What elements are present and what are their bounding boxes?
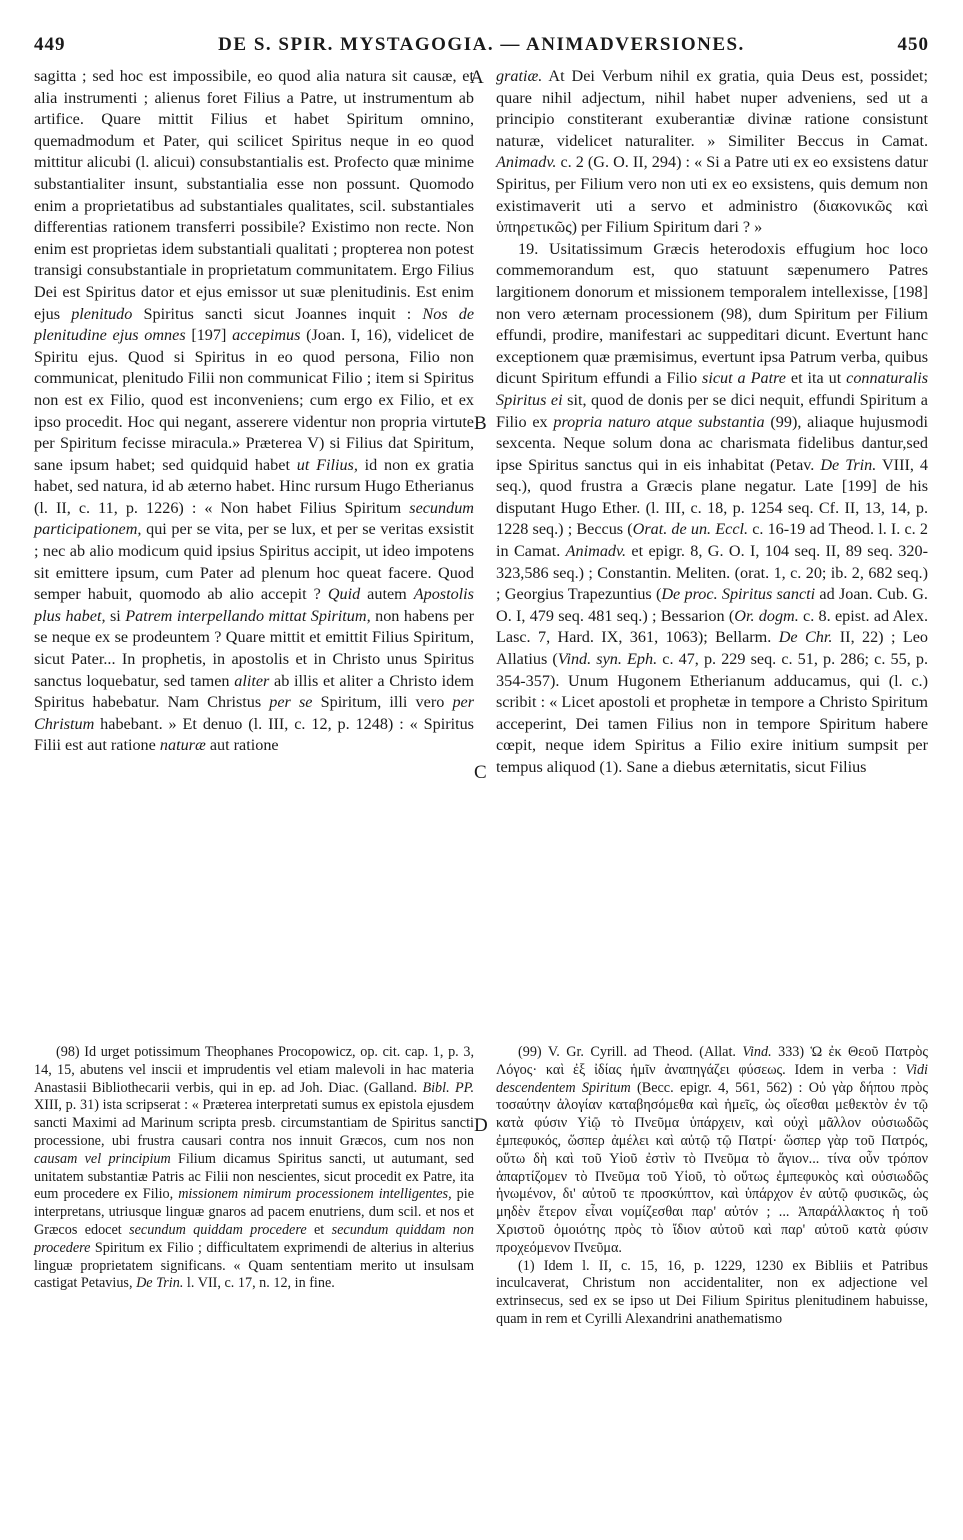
main-text-right-column — [496, 66, 928, 779]
paragraph: gratiæ. At Dei Verbum nihil ex gratia, quia Deus est, possidet; quare nihil adjectum, nihil habet nuper adveniens, sed ut a principio constiterant exuberantiæ divinæ ratione consistunt naturæ, videlicet naturaliter. » Similiter Beccus in Camat. Animadv. c. 2 (G. O. II, 294) : « Si a Patre uti ex eo exsistens datur Spiritus, per Filium vero non uti ex eo exsistens, quis demum non existimaverit uti a servo et administro (διακονικῶς καὶ ὑπηρετικῶς) per Filium Spiritum dari ? » — [496, 67, 928, 237]
page-number-right: 450 — [897, 34, 929, 55]
footnotes-right-column — [496, 1044, 928, 1329]
paragraph: 19. Usitatissimum Græcis heterodoxis effugium hoc loco commemorandum est, quo statuunt sæpenumero Patres largitionem donorum et missionem temporalem intellexisse, [198] non vero æternam processionem (98), dum Spiritum per Filium effundi, prodire, manifestari ac suppeditari dicunt. Evertunt hanc exceptionem quæ præmisimus, evertunt ipsa Patrum verba, quibus dicunt Spiritum effundi a Filio sicut a Patre et ita ut connaturalis Spiritus ei sit, quod de donis per se dici nequit, effundi Spiritum a Filio ex propria naturo atque substantia (99), aliaque hujusmodi sexcenta. Neque solum dona ac charismata fidelibus dantur,sed ipse Spiritus sanctus qui in eis inhabitat (Petav. De Trin. VIII, 4 seq.), quod frustra a Græcis plane negatur. Late [199] de his disputant Hugo Ether. (l. III, c. 18, p. 1254 seq. Cf. II, 13, 14, p. 1228 seq.) ; Beccus (Orat. de un. Eccl. c. 16-19 ad Theod. l. I. c. 2 in Camat. Animadv. et epigr. 8, G. O. I, 104 seq. II, 89 seq. 320-323,586 seq.) ; Constantin. Meliten. (orat. 1, c. 20; ib. 2, 682 seq.) ; Georgius Trapezuntius (De proc. Spiritus sancti ad Joan. Cub. G. O. I, 479 seq. 481 seq.) ; Bessarion (Or. dogm. c. 8. epist. ad Alex. Lasc. 7, Hard. IX, 361, 1063); Bellarm. De Chr. II, 22) ; Leo Allatius (Vind. syn. Eph. c. 47, p. 229 seq. c. 51, p. 286; c. 55, p. 354-357). Unum Hugonem Etherianum adducamus, qui (l. c.) scribit : « Licet apostoli et prophetæ in tempore a Christo Spiritum acceperint, Dei tamen Filius non in tempore Spiritum habere cœpit, neque idem Spiritus a Filio exire initium sumpsit per tempus aliquod (1). Sane a diebus æternitatis, sicut Filius — [496, 239, 929, 776]
footnote-1: (1) Idem l. II, c. 15, 16, p. 1229, 1230 ex Bibliis et Patribus inculcaverat, Christum non accidentaliter, non ex adjectione vel extrinsecus, sed ex se ipso ut Dei Filium Spiritus plenitudinem habuisse, quam in rem et Cyrilli Alexandrini anathematismo — [496, 1257, 928, 1327]
running-header — [34, 34, 929, 64]
footnote-99: (99) V. Gr. Cyrill. ad Theod. (Allat. Vind. 333) Ὡ ἐκ Θεοῦ Πατρὸς Λόγος· καὶ ἐξ ἰδίας ἡμῖν ἀναπηγάζει φύσεως. Idem in verba : Vidi descendentem Spiritum (Becc. epigr. 4, 561, 562) : Οὐ γὰρ δήπου πρὸς τοσαύτην ἀλογίαν καταβησόμεθα καὶ ἡμεῖς, ὡς οἴεσθαι μεθεκτὸν ἐν τῷ κατὰ φύσιν Υἱῷ τὸ Πνεῦμα ὑπάρχειν, καὶ οὐχὶ μᾶλλον οὐσιωδῶς ἐμπεφυκός, ὥσπερ ἀμέλει καὶ αὐτῷ τῷ Πατρί· ὥσπερ γὰρ τοῦ Πατρός, οὕτω δὴ καὶ τοῦ Υἱοῦ ἐστὶν τὸ Πνεῦμα τὸ ἅγιον... τίνα οὖν τρόπον ἀπαρτίζομεν τὸ Πνεῦμα τοῦ Υἱοῦ, τὸ οὕτως ἐμπεφυκὸς καὶ οὐσιωδῶς ἡνωμένον, δι' αὐτοῦ τε προσκύπτον, καὶ ὑπάρχον ἐν αὐτῷ φυσικῶς, ὡς μηδὲν ἕτερον εἶναι νομίζεσθαι παρ' αὐτόν ; ... Ἀπαράλλακτος ἡ τοῦ Χριστοῦ ὁμοιότης πρὸς τὸ ἴδιον αὐτοῦ καὶ παρ' αὐτοῦ κατὰ φύσιν προχεόμενον Πνεῦμα. — [496, 1044, 928, 1256]
footnote-98: (98) Id urget potissimum Theophanes Procopowicz, op. cit. cap. 1, p. 3, 14, 15, abutens vel inscii et imprudentis vel etiam malevoli in hac materia Anastasii Bibliothecarii verbis, qui in ep. ad Joh. Diac. (Galland. Bibl. PP. XIII, p. 31) ista scripserat : « Præterea interpretati sumus ex epistola ejusdem sancti Maximi ad Marinum scripta presb. circumstantiam de Spiritus sancti processione, ubi frustra causari contra nos innuit Græcos, cum nos non causam vel principium Filium dicamus Spiritus sancti, ut autumant, sed unitatem substantiæ Patris ac Filii non nescientes, sicut procedit ex Patre, ita eum procedere ex Filio, missionem nimirum processionem intelligentes, pie interpretans, utriusque linguæ gnaros ad pacem enutriens, dum scil. et nos et Græcos edocet secundum quiddam procedere et secundum quiddam non procedere Spiritum ex Filio ; difficultatem exprimendi de alterius in alterius linguæ proprietatem significans. « Quam sententiam merito ut insulsam castigat Petavius, De Trin. l. VII, c. 17, n. 12, in fine. — [34, 1044, 474, 1292]
running-title: DE S. SPIR. MYSTAGOGIA. — ANIMADVERSIONES. — [218, 34, 745, 55]
page-number-left: 449 — [34, 34, 66, 55]
footnotes-left-column — [34, 1044, 474, 1293]
margin-mark-c: C — [474, 762, 487, 783]
margin-mark-b: B — [474, 413, 487, 434]
margin-mark-a: A — [470, 67, 484, 88]
paragraph: sagitta ; sed hoc est impossibile, eo quod alia natura sit causæ, et alia instrumenti ; alienus foret Filius a Patre, ut instrumentum ab artifice. Quare mittit Filius et habet Spiritum omnino, quemadmodum et Pater, qui scilicet Spiritus neque in eo quod mittitur alicubi (l. alicui) consubstantialis est. Profecto quæ minime substantialiter insunt, substantialia esse non possunt. Quomodo enim a proprietatibus ad substantiales qualitates, scil. substantiales differentias rationem transferri possibile? Existimo non recte. Non enim est proprietas idem substantiali qualitati ; propterea non potest transigi consubstantiale in proprietatum communitatem. Ergo Filius Dei est Spiritus dator et ejus emissor ut suæ plenitudinis. Est enim ejus plenitudo Spiritus sancti sicut Joannes inquit : Nos de plenitudine ejus omnes [197] accepimus (Joan. I, 16), videlicet de Spiritu ejus. Quod si Spiritus in eo quod persona, Filio non communicat, plenitudo Filii non communicat Filio ; item si Spiritus non est ex Filio, quod est inconveniens; cum ergo ex Filio, et ex ipso procedit. Hoc qui negant, asserere videntur non propria virtute per Spiritum fecisse miracula.» Præterea V) si Filius dat Spiritum, sane ipsum habet; sed quidquid habet ut Filius, id non ex gratia habet, sed natura, id ab æterno habet. Hinc rursum Hugo Etherianus (l. II, c. 11, p. 1226) : « Non habet Filius Spiritum secundum participationem, qui per se vita, per se lux, et per se veritas exsistit ; nec ab alio modicum quid ipsius Spiritus accipit, ut ideo impotens sit emittere ipsum, cum Pater ad plenum hoc queat facere. Quod semper habuit, quomodo ab alio accepit ? Quid autem Apostolis plus habet, si Patrem interpellando mittat Spiritum, non habens per se neque ex se prodeuntem ? Quare mittit et emittit Filius Spiritum, sicut Pater... In prophetis, in apostolis et in Christo unus Spiritus sanctus loquebatur, sed tamen aliter ab illis et aliter a Christo idem Spiritus habebatur. Nam Christus per se Spiritum, illi vero per Christum habebant. » Et denuo (l. III, c. 12, p. 1248) : « Spiritus Filii est aut ratione naturæ aut ratione — [34, 67, 475, 755]
margin-mark-d: D — [474, 1115, 488, 1136]
main-text-left-column — [34, 66, 474, 757]
